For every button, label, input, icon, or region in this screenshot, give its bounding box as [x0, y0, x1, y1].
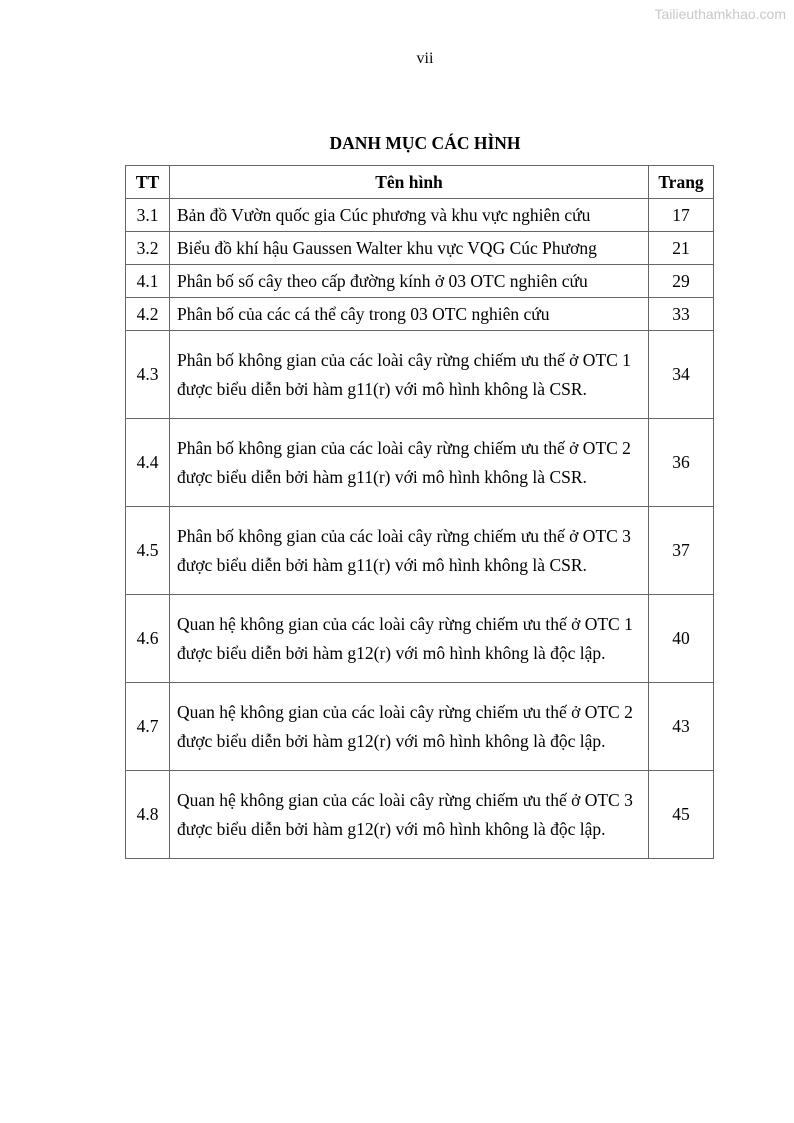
table-row: [126, 232, 714, 265]
figure-name: Quan hệ không gian của các loài cây rừng chiếm ưu thế ở OTC 1 được biểu diễn bởi hàm g12(r) với mô hình không là độc lập.: [170, 595, 649, 683]
table-row: [126, 298, 714, 331]
table-row: [126, 265, 714, 298]
page-ref: 45: [649, 771, 714, 859]
figure-name: Quan hệ không gian của các loài cây rừng chiếm ưu thế ở OTC 3 được biểu diễn bởi hàm g12(r) với mô hình không là độc lập.: [170, 771, 649, 859]
page-number: vii: [416, 50, 434, 67]
page-ref: 37: [649, 507, 714, 595]
row-number: 4.8: [126, 771, 170, 859]
table-row: [126, 331, 714, 419]
table-row: [126, 507, 714, 595]
row-number: 3.1: [126, 199, 170, 232]
figure-name: Phân bố không gian của các loài cây rừng chiếm ưu thế ở OTC 3 được biểu diễn bởi hàm g11(r) với mô hình không là CSR.: [170, 507, 649, 595]
row-number: 3.2: [126, 232, 170, 265]
page-ref: 29: [649, 265, 714, 298]
page-ref: 43: [649, 683, 714, 771]
figure-name: Biểu đồ khí hậu Gaussen Walter khu vực VQG Cúc Phương: [170, 232, 649, 265]
row-number: 4.6: [126, 595, 170, 683]
page-ref: 17: [649, 199, 714, 232]
header-tt: TT: [126, 166, 170, 199]
row-number: 4.5: [126, 507, 170, 595]
page-ref: 34: [649, 331, 714, 419]
row-number: 4.4: [126, 419, 170, 507]
row-number: 4.1: [126, 265, 170, 298]
table-row: [126, 595, 714, 683]
figure-name: Quan hệ không gian của các loài cây rừng chiếm ưu thế ở OTC 2 được biểu diễn bởi hàm g12(r) với mô hình không là độc lập.: [170, 683, 649, 771]
table-row: [126, 419, 714, 507]
table-row: [126, 683, 714, 771]
table-row: [126, 199, 714, 232]
watermark: Tailieuthamkhao.com: [654, 6, 786, 22]
figure-name: Phân bố không gian của các loài cây rừng chiếm ưu thế ở OTC 1 được biểu diễn bởi hàm g11(r) với mô hình không là CSR.: [170, 331, 649, 419]
header-name: Tên hình: [170, 166, 649, 199]
page-ref: 21: [649, 232, 714, 265]
header-page: Trang: [649, 166, 714, 199]
figure-name: Bản đồ Vườn quốc gia Cúc phương và khu vực nghiên cứu: [170, 199, 649, 232]
figure-name: Phân bố không gian của các loài cây rừng chiếm ưu thế ở OTC 2 được biểu diễn bởi hàm g11(r) với mô hình không là CSR.: [170, 419, 649, 507]
page-ref: 33: [649, 298, 714, 331]
page-ref: 40: [649, 595, 714, 683]
table-header-row: [126, 166, 714, 199]
figure-name: Phân bố của các cá thể cây trong 03 OTC nghiên cứu: [170, 298, 649, 331]
row-number: 4.2: [126, 298, 170, 331]
table-row: [126, 771, 714, 859]
figure-name: Phân bố số cây theo cấp đường kính ở 03 OTC nghiên cứu: [170, 265, 649, 298]
row-number: 4.7: [126, 683, 170, 771]
page-ref: 36: [649, 419, 714, 507]
row-number: 4.3: [126, 331, 170, 419]
figure-list-table: [125, 165, 714, 859]
page-title: DANH MỤC CÁC HÌNH: [329, 133, 521, 153]
